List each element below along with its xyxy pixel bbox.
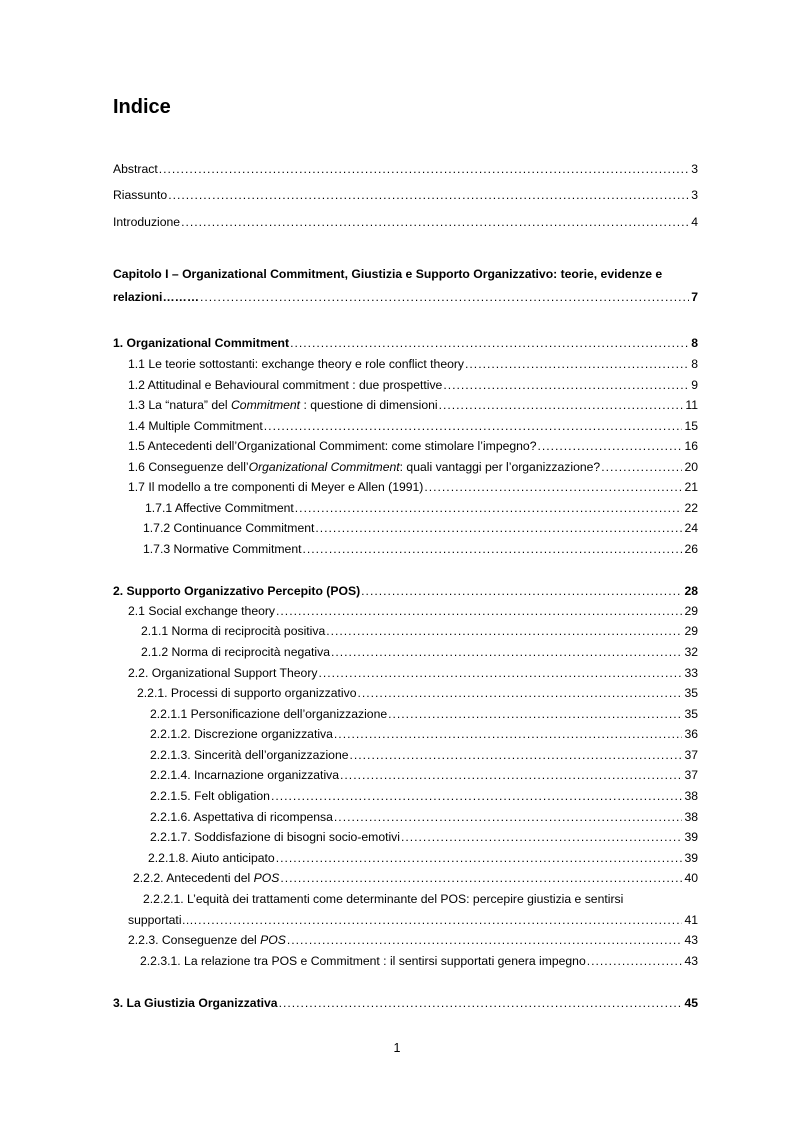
toc-entry-label: 2.2.1.1 Personificazione dell’organizzazione bbox=[150, 707, 388, 721]
toc-entry-label: 2.2.1.8. Aiuto anticipato bbox=[148, 851, 275, 865]
toc-dot-leader bbox=[181, 213, 689, 231]
toc-entry-page: 11 bbox=[685, 398, 698, 412]
page-number: 1 bbox=[393, 1041, 401, 1055]
toc-dot-leader bbox=[264, 417, 683, 435]
toc-entry-label: 2.2.1.6. Aspettativa di ricompensa bbox=[150, 810, 333, 824]
toc-entry-page: 8 bbox=[691, 357, 698, 371]
toc-dot-leader bbox=[318, 664, 682, 682]
toc-entry-label: 2.2.2. Antecedenti del POS bbox=[133, 871, 280, 885]
toc-entry-label: 1.4 Multiple Commitment bbox=[128, 419, 263, 433]
toc-entry-label: 1.3 La “natura” del Commitment : questione di dimensioni bbox=[128, 398, 438, 412]
toc-entry-page: 38 bbox=[684, 789, 698, 803]
toc-entry-heading-line: Capitolo I – Organizational Commitment, Giustizia e Supporto Organizzativo: teorie, evidenze e bbox=[113, 267, 663, 281]
toc-entry-page: 38 bbox=[684, 810, 698, 824]
toc-dot-leader bbox=[601, 458, 682, 476]
toc-dot-leader bbox=[537, 437, 682, 455]
toc-entry[interactable] bbox=[128, 417, 698, 435]
toc-entry-label: 1.7.2 Continuance Commitment bbox=[143, 521, 315, 535]
toc-entry[interactable] bbox=[128, 931, 698, 949]
toc-entry-label: 1.7 Il modello a tre componenti di Meyer e Allen (1991) bbox=[128, 480, 424, 494]
toc-entry-page: 43 bbox=[684, 954, 698, 968]
toc-dot-leader bbox=[361, 582, 682, 600]
toc-entry-label: 2.2.1.7. Soddisfazione di bisogni socio-emotivi bbox=[150, 830, 400, 844]
toc-entry-label: 2.2.1. Processi di supporto organizzativo bbox=[137, 686, 357, 700]
toc-entry-label: 2.2.1.4. Incarnazione organizzativa bbox=[150, 768, 340, 782]
toc-entry-page: 20 bbox=[684, 460, 698, 474]
toc-entry-page: 15 bbox=[684, 419, 698, 433]
toc-entry[interactable] bbox=[150, 746, 698, 764]
toc-entry-page: 37 bbox=[684, 748, 698, 762]
toc-dot-leader bbox=[200, 288, 689, 306]
toc-dot-leader bbox=[388, 705, 682, 723]
toc-dot-leader bbox=[159, 160, 690, 178]
toc-entry-label: 2.2.1.5. Felt obligation bbox=[150, 789, 270, 803]
toc-entry[interactable] bbox=[128, 396, 698, 414]
toc-entry-label: 2.1 Social exchange theory bbox=[128, 604, 276, 618]
toc-dot-leader bbox=[334, 808, 683, 826]
toc-entry-label: relazioni……… bbox=[113, 290, 200, 304]
toc-entry-page: 37 bbox=[684, 768, 698, 782]
toc-entry[interactable] bbox=[148, 849, 698, 867]
toc-entry[interactable] bbox=[113, 334, 698, 352]
toc-dot-leader bbox=[340, 766, 682, 784]
toc-entry[interactable] bbox=[128, 478, 698, 496]
toc-entry[interactable] bbox=[150, 828, 698, 846]
toc-entry-page: 32 bbox=[684, 645, 698, 659]
toc-entry[interactable] bbox=[133, 869, 698, 887]
toc-entry[interactable] bbox=[150, 766, 698, 784]
toc-entry-page: 40 bbox=[684, 871, 698, 885]
toc-entry[interactable] bbox=[141, 622, 698, 640]
toc-entry-page: 3 bbox=[691, 188, 698, 202]
toc-dot-leader bbox=[295, 499, 683, 517]
toc-dot-leader bbox=[271, 787, 683, 805]
toc-dot-leader bbox=[276, 849, 683, 867]
toc-dot-leader bbox=[290, 334, 689, 352]
toc-dot-leader bbox=[439, 396, 684, 414]
page-title: Indice bbox=[113, 96, 171, 118]
toc-entry-label: 1.2 Attitudinal e Behavioural commitment : due prospettive bbox=[128, 378, 443, 392]
toc-entry-label: 1.5 Antecedenti dell’Organizational Commiment: come stimolare l’impegno? bbox=[128, 439, 537, 453]
toc-entry[interactable] bbox=[128, 376, 698, 394]
toc-entry[interactable] bbox=[150, 725, 698, 743]
toc-entry-label: 2.1.1 Norma di reciprocità positiva bbox=[141, 624, 326, 638]
toc-entry-page: 16 bbox=[684, 439, 698, 453]
toc-entry-page: 33 bbox=[684, 666, 698, 680]
toc-entry-label: 2.2.1.2. Discrezione organizzativa bbox=[150, 727, 333, 741]
toc-entry-page: 21 bbox=[684, 480, 698, 494]
toc-entry-label: 2.2. Organizational Support Theory bbox=[128, 666, 318, 680]
toc-entry[interactable] bbox=[113, 582, 698, 600]
toc-dot-leader bbox=[276, 602, 682, 620]
toc-entry-page: 43 bbox=[684, 933, 698, 947]
toc-entry-label: 2.2.3. Conseguenze del POS bbox=[128, 933, 286, 947]
toc-dot-leader bbox=[303, 540, 683, 558]
toc-entry[interactable] bbox=[113, 186, 698, 204]
toc-entry[interactable] bbox=[141, 643, 698, 661]
toc-entry-label: supportati…. bbox=[128, 913, 198, 927]
toc-entry-page: 22 bbox=[684, 501, 698, 515]
toc-entry-label: 2.2.1.3. Sincerità dell’organizzazione bbox=[150, 748, 349, 762]
toc-entry-page: 35 bbox=[684, 707, 698, 721]
toc-dot-leader bbox=[280, 869, 682, 887]
toc-dot-leader bbox=[168, 186, 689, 204]
toc-entry[interactable] bbox=[143, 540, 698, 558]
toc-entry-page: 41 bbox=[684, 913, 698, 927]
toc-entry[interactable] bbox=[128, 664, 698, 682]
toc-entry-label: Riassunto bbox=[113, 188, 168, 202]
toc-entry[interactable] bbox=[140, 952, 698, 970]
toc-entry[interactable] bbox=[113, 994, 698, 1012]
toc-entry-label: Introduzione bbox=[113, 215, 181, 229]
toc-entry-page: 4 bbox=[691, 215, 698, 229]
toc-entry-label: 1. Organizational Commitment bbox=[113, 336, 290, 350]
toc-entry-label: 1.1 Le teorie sottostanti: exchange theory e role conflict theory bbox=[128, 357, 465, 371]
toc-dot-leader bbox=[465, 355, 689, 373]
toc-entry[interactable] bbox=[150, 787, 698, 805]
toc-entry-page: 29 bbox=[684, 624, 698, 638]
toc-entry[interactable] bbox=[143, 519, 698, 537]
toc-dot-leader bbox=[401, 828, 682, 846]
toc-entry-page: 45 bbox=[684, 996, 698, 1010]
toc-entry[interactable] bbox=[128, 911, 698, 929]
toc-entry-label: 2.1.2 Norma di reciprocità negativa bbox=[141, 645, 331, 659]
toc-entry[interactable] bbox=[113, 160, 698, 178]
toc-entry-page: 35 bbox=[684, 686, 698, 700]
toc-entry[interactable] bbox=[128, 355, 698, 373]
toc-entry[interactable] bbox=[113, 213, 698, 231]
toc-entry-page: 39 bbox=[684, 851, 698, 865]
toc-entry[interactable] bbox=[150, 808, 698, 826]
toc-entry[interactable] bbox=[128, 437, 698, 455]
toc-entry[interactable] bbox=[128, 602, 698, 620]
toc-dot-leader bbox=[334, 725, 683, 743]
toc-dot-leader bbox=[315, 519, 682, 537]
toc-entry-page: 9 bbox=[691, 378, 698, 392]
toc-entry-page: 39 bbox=[684, 830, 698, 844]
toc-entry-page: 24 bbox=[684, 521, 698, 535]
toc-entry-page: 26 bbox=[684, 542, 698, 556]
toc-entry[interactable] bbox=[128, 458, 698, 476]
toc-entry-page: 28 bbox=[684, 584, 698, 598]
toc-entry-page: 7 bbox=[691, 290, 698, 304]
toc-dot-leader bbox=[287, 931, 683, 949]
toc-entry-label: 2.2.3.1. La relazione tra POS e Commitment : il sentirsi supportati genera impegno bbox=[140, 954, 586, 968]
toc-dot-leader bbox=[443, 376, 689, 394]
toc-entry[interactable] bbox=[137, 684, 698, 702]
toc-dot-leader bbox=[279, 994, 683, 1012]
toc-dot-leader bbox=[326, 622, 682, 640]
toc-entry-label: Abstract bbox=[113, 162, 158, 176]
toc-entry-page: 3 bbox=[691, 162, 698, 176]
toc-entry-label: 1.6 Conseguenze dell’Organizational Commitment: quali vantaggi per l’organizzazione? bbox=[128, 460, 601, 474]
toc-dot-leader bbox=[358, 684, 683, 702]
toc-entry[interactable] bbox=[145, 499, 698, 517]
toc-dot-leader bbox=[331, 643, 682, 661]
toc-entry-label: 1.7.1 Affective Commitment bbox=[145, 501, 294, 515]
toc-entry-page: 8 bbox=[691, 336, 698, 350]
toc-entry[interactable] bbox=[113, 288, 698, 306]
toc-dot-leader bbox=[587, 952, 683, 970]
toc-entry-page: 36 bbox=[684, 727, 698, 741]
toc-entry[interactable] bbox=[150, 705, 698, 723]
toc-dot-leader bbox=[350, 746, 683, 764]
toc-dot-leader bbox=[198, 911, 682, 929]
toc-entry-page: 29 bbox=[684, 604, 698, 618]
toc-entry-label: 3. La Giustizia Organizzativa bbox=[113, 996, 278, 1010]
toc-entry-heading-line: 2.2.2.1. L’equità dei trattamenti come determinante del POS: percepire giustizia e sentirsi bbox=[143, 892, 624, 906]
toc-entry-label: 1.7.3 Normative Commitment bbox=[143, 542, 302, 556]
toc-entry-label: 2. Supporto Organizzativo Percepito (POS) bbox=[113, 584, 361, 598]
toc-dot-leader bbox=[424, 478, 682, 496]
